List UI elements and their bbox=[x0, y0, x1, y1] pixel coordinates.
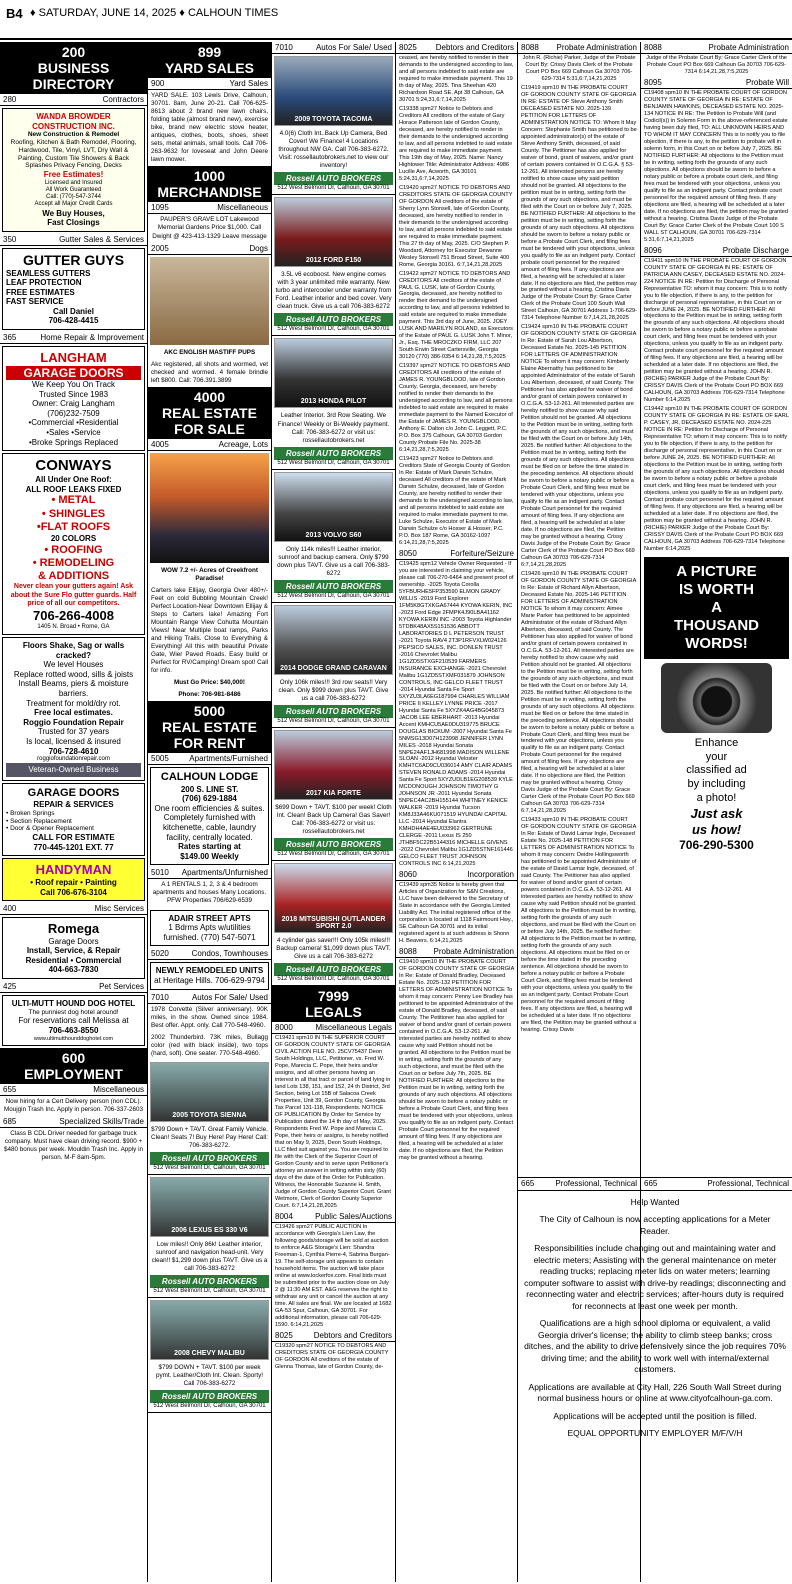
section-8096: 8096 Probate Discharge bbox=[641, 245, 792, 257]
rossell-address: 512 West Belmont Dr, Calhoun, GA 30701 bbox=[272, 460, 395, 470]
debtors-notice: C19420 spm27 NOTICE TO DEBTORS AND CREDITORS STATE OF GEORGIA COUNTY OF GORDON All creditors of the estate of Sherry Lynn Stonsell, late of Gordon County, deceased, are hereby notified to render in their demands to the undersigned according to law, and all persons indebted to said estate are required to make immediate payment. This 27 th day of May, 2025. C/O Stephen P. Woodard, Attorney for Executor Dewanne Wesley Stonsell 751 Broad Street, Suite 400 Rome, Georgia 30161. 6:7,14,21,28,2025 bbox=[399, 184, 513, 268]
garage-doors-ad: GARAGE DOORS REPAIR & SERVICES • Broken Springs • Section Replacement • Door & Opener Replacement CALL FOR ESTIMATE 770-445-1201 EXT. 77 bbox=[2, 783, 145, 856]
business-directory-heading: 200 BUSINESS DIRECTORY bbox=[0, 42, 147, 94]
rossell-logo: Rossell AUTO BROKERS bbox=[274, 447, 393, 460]
cdl-listing: Class B CDL Driver needed for garbage truck company. Must have clean driving record. $900 + $480 bonus per week. Mouldin Trash Inc. Apply in person. M-F 8am-5pm. bbox=[4, 1130, 143, 1162]
page-number: B4 bbox=[6, 6, 23, 21]
probate-notice: C19410 spm10 IN THE PROBATE COURT OF GORDON COUNTY STATE OF GEORGIA In Re: Estate of Donald Bradley, Deceased Estate No. 2025-132 PETITION FOR LETTERS OF ADMINISTRATION NOTICE To whom it may concern: Penny Lee Bradley has petitioned to be appointed Administrator of the estate of Donald Bradley, deceased, of said County. The Petitioner has also applied for waiver of bond and/or grant of certain powers contained in O.C.G.A. 53-12-261. All interested parties are hereby notified to show cause why said Petition should not be granted. All objections to the Petition must be in writing, setting forth the grounds of any such objections, and must be filed with the Court on or before July 7th, 2025. BE NOTIFIED FURTHER: All objections to the Petition must be in writing, setting forth the grounds of any such objections. All objections should be sworn to before a notary public or before a Probate Court Clerk, and filing fees must be tendered with your objections, unless you qualify to file as an indigent party. Contact Probate Court personnel for the required amount of filing fees. If any objections are filed, a hearing will be scheduled at a later date. If no objections are filed, the Petition may be granted without a hearing. bbox=[399, 959, 514, 1161]
misc-employment-listing: Now hiring for a Cert Delivery person (non CDL). Moujgin Trash Inc. Apply in person. 706-337-2603 bbox=[4, 1098, 143, 1114]
section-8095: 8095 Probate Will bbox=[641, 77, 792, 89]
superior-court-notice: C19421 spm10 IN THE SUPERIOR COURT OF GORDON COUNTY STATE OF GEORGIA CIVIL ACTION FILE NO. 25CV75437 Deon South Holdings, LLC, Petitioner, vs. Fred W. Pope, Marecia C. Pope, their heirs and/or assigns, and all other persons having an interest in all that tract or parcel of land lying in land Lots 138, 151, and 152, 24 th District, 3rd Section, being Lot 15B of Salacoa Creek Properties, Unit 39, Gordon County, Georgia. Tax Parcel 131-118, Respondents. NOTICE OF PUBLICATION By Order for Service by Publication dated the 14 th day of May, 2025. Respondents Fred W. Pope and Marecia C. Pope, their heirs or assigns, is hereby notified that on May 9, 2025, Deon South Holdings, LLC filed suit against you. You are required to file with the Clerk of the Superior Court of Gordon County and to serve upon Petitioner's attorney an answer in writing within sixty (60) days of the date of the Order for Publication. Witness, the Honorable Suzanne H. Smith, Judge of Gordon County Superior Court. Grant Wetmore, Clerk of Gordon County Superior Court. 6:7,14,21,28,2025 bbox=[275, 1035, 391, 1209]
wow-price: Must Go Price: $40,000! bbox=[173, 679, 246, 687]
corvette-listing: 1978 Corvette (Silver anniversary). 90K miles, in the show. Owned since 1984. Best offer. Appt. only. Call 770-548-4960. bbox=[151, 1005, 268, 1029]
rossell-address: 512 West Belmont Dr, Calhoun, GA 30701 bbox=[272, 718, 395, 728]
column-2 bbox=[148, 42, 272, 1582]
wow-listing: Carters lake Ellijay, Georgia Over 480+/- Feet on cold Bubbling Mountain Creek! Perfect Location-Near Downtown Ellijay & Steps to Carters lake! Amazing Fort Mountain Range View Cohutta Mountain Views! Near Multiple boat ramps, Parks and Hiking Trails. Close to Everything & Everything! All this with beautiful Private Gate, Wier Paved Roads. Easy build or Perfect for RV/Camping! Dream spot! Call for info. bbox=[151, 586, 268, 675]
kia-photo: 2017 KIA FORTE bbox=[274, 730, 393, 800]
probate-notice: C19419 spm10 IN THE PROBATE COURT OF GORDON COUNTY STATE OF GEORGIA IN RE: ESTATE OF Steve Anthony Smith DECEASED ESTATE NO. 2025-139 PETITION FOR LETTERS OF ADMINISTRATION NOTICE TO: Whom It May Concern: Stephanie Smith has petitioned to be appointed administrator(s) of the estate of Steve Anthony Smith, deceased, of said County. The Petitioner has also applied for waiver of bond, grant of waivers, and/or grant of certain powers contained in O.C.G.A. § 53-12-261. All interested persons are hereby notified to show cause why said petition should not be granted. All objections to the petition must be in writing, setting forth the grounds of any such objections, and must be filed with the Court on or before July 7, 2025. BE NOTIFIED FURTHER: All objections to the petition must be in writing, setting forth the grounds of any such objections. All objections should be sworn to before a notary public or before a Probate Court Clerk, and filing fees must be tendered with your objections, unless you qualify to file as an indigent party. Contact probate court personnel for the required amount of filing fees. If any objections are filed, a hearing will be scheduled at a later date. If no objections are filed, the petition may be granted without a hearing. Cristina Davis Judge of the Probate Court By: Grace Carter Clerk of the Probate Court 100 South Wall Street Calhoun, GA 30701 Address 1-706-629-7314 Telephone Number 6:7,14,21,28,2025 bbox=[521, 84, 637, 322]
rossell-address: 512 West Belmont Dr, Calhoun, GA 30701 bbox=[272, 185, 395, 195]
section-8088: 8088 Probate Administration bbox=[518, 42, 640, 54]
honda-listing: Leather Interior. 3rd Row Seating. We Finance! Weekly or Bi-Weekly payment. Call: 706-383-6272 or visit us: rossellautobrokers.net bbox=[277, 412, 390, 444]
tacoma-listing: 4.0(6) Cloth Int..Back Up Camera, Bed Cover! We Finance! 4 Locations throughout NW GA. Call 706-383-6272. Visit: rossellautobrokers.net to view our inventory! bbox=[278, 130, 389, 170]
section-900: 900 Yard Sales bbox=[148, 78, 271, 90]
roggio-foundation-ad: Floors Shake, Sag or walls cracked? We level Houses Replace rotted wood, sills & joists Install Beams, piers & moisture barriers. Treatment for mold/dry rot. Free local estimates. Roggio Foundation Repair Trusted for 37 years Is local, licensed & insured 706-728-4610 roggiofoundationrepair.com Veteran-Owned Business bbox=[2, 637, 145, 781]
probate-will-notice: C19408 spm10 IN THE PROBATE COURT OF GORDON COUNTY STATE OF GEORGIA IN RE: ESTATE OF BENJAMIN HAWKINS, DECEASED ESTATE NO. 2025-134 NOTICE IN RE: The Petition to Probate Will (and Codicil(s)) in Solemn Form in the above-referenced estate having been duly filed, TO: ALL UNKNOWN HEIRS AND TO WHOM IT MAY CONCERN This is to notify you to file objection, if there is any, to the petition to probate will in solemn form, in this Court on or before July 7, 2025. BE NOTIFIED FURTHER: All objections to the Petition must be in writing, setting forth the grounds of any such objections. All objections should be sworn to before a notary public or before a probate court clerk, and filing fees must be tendered with your objections, unless you qualify to file as an indigent party. Contact probate court personnel for the required amount of filing fees. If any objections are filed, a hearing will be scheduled at a later date. If no objections are filed, the petition may be granted without a hearing. Cristina Davis Judge of the Probate Court By: Grace Carter Clerk of the Probate Court 100 S WALL ST CALHOUN, GA 30701 706-629-7314 5:31,6:7,14,21,2025 bbox=[644, 89, 788, 243]
rossell-logo: Rossell AUTO BROKERS bbox=[274, 313, 393, 326]
malibu-photo: 2008 CHEVY MALIBU bbox=[150, 1300, 269, 1360]
page-header bbox=[0, 0, 792, 40]
section-7010: 7010 Autos For Sale/ Used bbox=[148, 992, 271, 1004]
rossell-logo: Rossell AUTO BROKERS bbox=[274, 963, 393, 976]
debtors-notice: ceased, are hereby notified to render in their demands to the undersigned according to law, and all persons indebted to said estate are required to make immediate payment. This 19 th day of May, 2025. Tina Sheehan 420 Richardson Road SE, Apt 38 Calhoun, GA 30701 5:24,31,6:7,14,2025 bbox=[399, 55, 514, 103]
employment-heading: 600 EMPLOYMENT bbox=[0, 1048, 147, 1084]
rossell-logo: Rossell AUTO BROKERS bbox=[150, 1390, 269, 1403]
picture-worth-banner: A PICTURE IS WORTH A THOUSAND WORDS! bbox=[644, 557, 789, 659]
section-365: 365 Home Repair & Improvement bbox=[0, 332, 147, 344]
sienna-photo: 2005 TOYOTA SIENNA bbox=[150, 1062, 269, 1122]
honda-pilot-photo: 2013 HONDA PILOT bbox=[274, 338, 393, 408]
f150-photo: 2012 FORD F150 bbox=[274, 197, 393, 267]
f150-listing: 3.5L v6 ecoboost. New engine comes with 3 year unlimited mile warranty. New turbo and intercooler under warranty from Ford. Leather interior and bed cover. Very clean truck. Give us a call 706-383-6272 bbox=[275, 271, 392, 311]
wanda-browder-ad: WANDA BROWDER CONSTRUCTION INC. New Construction & Remodel Roofing, Kitchen & Bath Remodel, Flooring, Hardwood, Tile, Vinyl, LVT, Dry Wall & Painting, Custom Tile Showers & Back Splashes Privacy Fencing, Decks Free Estimates! Licensed and Insured All Work Guaranteed Call: (770)-547-3744 Accept all Major Credit Cards We Buy Houses, Fast Closings bbox=[2, 108, 145, 232]
probate-discharge-notice: C19411 spm10 IN THE PROBATE COURT OF GORDON COUNTY STATE OF GEORGIA IN RE: ESTATE OF PATRICIA ANN CASEY, DECEASED ESTATE NO. 2024-224 NOTICE IN RE: Petition for Discharge of Personal Representative TO: whom it may concern: This is to notify you to file objection, if there is any, to the petition for discharge of personal representative, in this Court on or before JUNE 24, 2025. BE NOTIFIED FURTHER: All objections to the Petition must be in writing, setting forth the grounds of any such objections. All objections should be sworn to before a notary public or before a probate court clerk, and filing fees must be tendered with your objections, unless you qualify to file as an indigent party. Contact probate court personnel for the required amount of filing fees. If any objections are filed, a hearing will be scheduled at a later date. If no objections are filed, the petition may be granted without a hearing. JOHN R. (RICHIE) PARKER Judge of the Probate Court By: CRISSY DAVIS Clerk of the Probate Court PO BOX 669 CALHOUN, GA 30703 Address 706-629-7314 Telephone Number 6:14,2025 bbox=[644, 257, 788, 404]
volvo-photo: 2013 VOLVO S60 bbox=[274, 472, 393, 542]
caravan-photo: 2014 DODGE GRAND CARAVAN bbox=[274, 605, 393, 675]
debtors-notice: C19397 spm27 NOTICE TO DEBTORS AND CREDITORS All creditors of the estate of JAMES R. YOUNGBLOOD, late of Gordon County, Georgia, deceased, are hereby notified to render their demands to the undersigned according to law, and all persons indebted to said estate are required to make immediate payment to the Named Executor of the Estate of JAMES R. YOUNGBLOOD. Anthony E. Dalton c/o John C. Leggett, P.C. P.O. Box 375 Calhoun, GA 30703 Gordon County Probate File No. 2025-38 6:14,21,28,7:5,2025 bbox=[399, 363, 513, 454]
gutter-guys-ad: GUTTER GUYS SEAMLESS GUTTERS LEAF PROTECTION FREE ESTIMATES FAST SERVICE Call Daniel 706-428-4415 bbox=[2, 248, 145, 330]
section-685: 685 Specialized Skills/Trade bbox=[0, 1116, 147, 1128]
a1-rentals-listing: A 1 RENTALS 1, 2, 3 & 4 bedroom apartments and houses Many Locations. PFW Properties 706/629-6539 bbox=[152, 881, 267, 905]
rossell-logo: Rossell AUTO BROKERS bbox=[274, 705, 393, 718]
newly-remodeled-ad: NEWLY REMODELED UNITS at Heritage Hills. 706-629-9794 bbox=[150, 962, 269, 989]
section-425: 425 Pet Services bbox=[0, 981, 147, 993]
rossell-logo: Rossell AUTO BROKERS bbox=[150, 1275, 269, 1288]
mastiff-puppy-photo bbox=[150, 257, 269, 345]
rossell-address: 512 West Belmont Dr, Calhoun, GA 30701 bbox=[272, 851, 395, 861]
sienna-listing: $799 Down + TAVT. Great Family Vehicle. Clean! Seats 7! Buy Here! Pay Here! Call: 706-383-6272. bbox=[151, 1125, 268, 1149]
outlander-photo: 2018 MITSUBISHI OUTLANDER SPORT 2.0 bbox=[274, 863, 393, 933]
volvo-listing: Only 114k miles!!! Leather interior, sunroof and backup camera. Only $799 down plus TAVT. Give us a call 706-383-6272 bbox=[277, 545, 390, 577]
calhoun-lodge-ad: CALHOUN LODGE 200 S. LINE ST. (706) 629-1884 One room efficiencies & suites. Completely furnished with kitchenette, cable, laundry facility, centrally located. Rates starting at $149.00 Weekly bbox=[150, 767, 269, 865]
section-7010: 7010 Autos For Sale/ Used bbox=[272, 42, 395, 54]
debtors-notice: C19422 spm27 NOTICE TO DEBTORS AND CREDITORS All creditors of the estate of PAUL G. LUSK, late of Gordon County, Georgia, deceased, are hereby notified to render their demand to the undersigned according to law, and all persons indebted to said estate are required to make immediate payment. This 3rd day of June, 2025. JOEY LUSK AND MARILYN ROLAND, as Executors of the Estate of PAUL G. LUSK John T. Minor, Jr., Esq. THE MROCZKO FIRM, LLC 207 South Erwin Street Cartersville, Georgia 30120 (770) 386-0354 6:14,21,28,7:5,2025 bbox=[399, 270, 513, 361]
column-1 bbox=[0, 42, 148, 1582]
malibu-listing: $799 DOWN + TAVT. $100 per week pymt. Leather/Cloth Int. Clean. Sporty! Call 706-383-6272 bbox=[155, 1364, 264, 1388]
camera-icon bbox=[661, 663, 772, 733]
section-5020: 5020 Condos, Townhouses bbox=[148, 948, 271, 960]
lexus-listing: Low miles!! Only 86k! Leather interior, sunroof and navigation head-unit. Very clean!! $1,299 down plus TAVT. Give us a call 706-383-6272 bbox=[151, 1240, 268, 1273]
lexus-photo: 2006 LEXUS ES 330 V6 bbox=[150, 1177, 269, 1237]
caravan-listing: Only 106k miles!!! 3rd row seats!! Very clean. Only $999 down plus TAVT. Give us a call 706-383-6272 bbox=[278, 678, 389, 702]
langham-ad: LANGHAM GARAGE DOORS We Keep You On Track Trusted Since 1983 Owner: Craig Langham (706)232-7509 •Commercial •Residential •Sales •Service •Broke Springs Replaced bbox=[2, 346, 145, 451]
thunderbird-listing: 2002 Thunderbird. 73K miles, Bullagg color (red with black inside), two tops (hard, soft). One seater. 770-548-4960. bbox=[151, 1033, 268, 1057]
rossell-logo: Rossell AUTO BROKERS bbox=[150, 1152, 269, 1165]
akc-title: AKC ENGLISH MASTIFF PUPS bbox=[163, 348, 256, 356]
section-8004: 8004 Public Sales/Auctions bbox=[272, 1211, 395, 1223]
rossell-address: 512 West Belmont Dr, Calhoun, GA 30701 bbox=[148, 1288, 271, 1298]
conways-ad: CONWAYS All Under One Roof: ALL ROOF LEAKS FIXED • METAL • SHINGLES •FLAT ROOFS 20 COLORS • ROOFING • REMODELING & ADDITIONS Never clean your gutters again! Ask about the Sure Flo gutter guards. Half price of all our competitors. 706-266-4008 1405 N. Broad • Rome, GA bbox=[2, 453, 145, 635]
section-8000: 8000 Miscellaneous Legals bbox=[272, 1022, 395, 1034]
rossell-logo: Rossell AUTO BROKERS bbox=[274, 172, 393, 185]
kia-listing: $699 Down + TAVT. $100 per week! Cloth Int. Clean! Back Up Camera! Gas Saver! Call: 706-383-6272 or visit us: rossellautobrokers.net bbox=[275, 803, 392, 836]
forfeiture-notice: C19425 spm12 Vehicle Owner Requested - If you are interested in claiming your vehicle, please call 706-270-6464 and present proof of ownership. -2025 Toyota Corolla 5YFBURHE5FP353590 ELMON GRADY WILLIS -2019 Ford Explorer 1FM5K8GTXKGA67444 KYOWA KERIN, INC -2023 Ford Edge 2FMPK4J90LBA41162 KYOWA KERIN INC -2003 Toyota Highlander 5TDBK48AX5S151536 ABBOTT LABORATORIES D L PETERSON TRUST -2021 Toyota RAV4 2T3P1RFVXLW024126 PEPSICO SALES, INC. DONLEN TRUST -2016 Chevrolet Malibu 1G1ZD5STXGF210539 FARMERS INSURANCE EXCHANGE -2021 Chevrolet Malibu 1G1ZD5STXMF031879 JOHNSON CONTROLS, INC GELCO FLEET TRUST -2014 Hyundai Santa Fe Sport 5XYZU3LA6EG187994 CHARLES WILLIAM PRICE II KELLEY LYNNE PRICE -2017 Hyundai Santa Fe 5XYZK4AG4BG045873 JACOB LEE EBERHART -2013 Hyundai Accent KMHCU5AE0DU319775 BRUCE DOUGLAS BICKUM -2007 Hyundai Santa Fe 5NMSG13D07H123998 JENNIFER LYNN MILES -2018 Hyundai Sonata 5NPE24AF1JH681998 MADISON WILLENE SLOAN -2012 Hyundai Veloster KMHTC6AD9CU036014 AMY CLAIR ADAMS STEVEN RONALD ADAMS -2014 Hyundai Santa Fe Sport 5XYZUDLB1EG208539 KYLE MCDONOUGH JOHNSON TIMOTHY G JOHNSON JR -2011 Hyundai Sonata 5NPEC4AC2BH155144 WHITNEY KENICE WALKER -2019 Hyundai Tucson KM8J33A46KU071519 HYUNDAI CAPITAL LLC -2014 Hyundai Elantra KMHDH4AE4EU033962 GERTRUNE CLERGE -2011 Lexus IS 250 JTHBF5C22B5144316 MICHELLE GIVENS -2022 Chevrolet Malibu 1G1ZD5STNF161446 GELCO FLEET TRUST JOHNSON CONTROLS INC 6:14,21,2025 bbox=[399, 560, 514, 868]
section-280: 280 Contractors bbox=[0, 94, 147, 106]
handyman-ad: HANDYMAN • Roof repair • Painting Call 706-676-3104 bbox=[2, 858, 145, 901]
tacoma-photo: 2009 TOYOTA TACOMA bbox=[274, 56, 393, 126]
rossell-address: 512 West Belmont Dr, Calhoun, GA 30701 bbox=[272, 593, 395, 603]
page-date: ♦ SATURDAY, JUNE 14, 2025 ♦ CALHOUN TIMES bbox=[30, 7, 279, 19]
rossell-logo: Rossell AUTO BROKERS bbox=[274, 838, 393, 851]
ulti-mutt-ad: ULTI-MUTT HOUND DOG HOTEL The punniest dog hotel around! For reservations call Melissa at 706-463-8550 www.ultimutthounddoghotel.com bbox=[2, 995, 145, 1046]
probate-notice: C19426 spm10 IN THE PROBATE COURT OF GORDON COUNTY STATE OF GEORGIA In Re: Estate of Richard Allyn Albertson, Deceased Estate No. 2025-146 PETITION FOR LETTERS OF ADMINISTRATION NOTICE To whom it may concern: Aimee Marie Parker has petitioned to be appointed Administrator of the estate of Richard Allyn Albertson, deceased, of said County. The Petitioner has also applied for waiver of bond and/or grant of certain powers contained in O.C.G.A. 53-12-261. All interested parties are hereby notified to show cause why said Petition should not be granted. All objections to the Petition must be in writing, setting forth the grounds of any such objections, and must be filed with the Court on or before July 14, 2025. Be notified further: All objections to the Petition must be in writing, setting forth the grounds of any such objections. All objections must be filed on or before the time stated in the preceding sentence. All objections should be sworn to before a notary public or before a Probate Court Clerk, and filing fees must be tendered with your objections, unless you qualify to file as an indigent party. Contact Probate Court personnel for the required amount of filing fees. If any objections are filed, a hearing will be scheduled at a later date. If no objections are filed, the Petition may be granted without a hearing. Crissy Davis Judge of the Probate Court By: Grace Carter Clerk of the Probate Court PO Box 669 Calhoun GA 30703 706-629-7314 6:7,14,21,28,2025 bbox=[521, 570, 636, 815]
probate-notice: C19424 spm10 IN THE PROBATE COURT OF GORDON COUNTY STATE OF GEORGIA In Re: Estate of Sarah Lou Albertson, Deceased Estate No. 2025-145 PETITION FOR LETTERS OF ADMINISTRATION NOTICE To whom it may concern: Kimberly Elaine Abernathy has petitioned to be appointed Administrator of the estate of Sarah Lou Albertson, deceased, of said County. The Petitioner has also applied for waiver of bond and/or grant of certain powers contained in O.C.G.A. 53-12-261. All interested parties are hereby notified to show cause why said Petition should not be granted. All objections to the Petition must be in writing, setting forth the grounds of any such objections, and must be filed with the Court on or before July 14th, 2025. Be notified further: All objections to the Petition must be in writing, setting forth the grounds of any such objections. All objections must be filed on or before the time stated in the preceding sentence. All objections should be sworn to before a notary public or before a Probate Court Clerk, and filing fees must be tendered with your objections, unless you qualify to file as an indigent party. Contact Probate Court personnel for the required amount of filing fees. If any objections are filed, a hearing will be scheduled at a later date. If no objections are filed, the Petition may be granted without a hearing. Crissy Davis Judge of the Probate Court By: Grace Carter Clerk of the Probate Court PO Box 669 Calhoun GA 30703 706-629-7314 6:7,14,21,28,2025 bbox=[521, 324, 636, 568]
romega-ad: Romega Garage Doors Install, Service, & Repair Residential • Commercial 404-663-7830 bbox=[2, 917, 145, 979]
probate-notice: Judge of the Probate Court By: Grace Carter Clerk of the Probate Court PO Box 669 Calhoun Ga 30703 706-629-7314 6:14,21,28,7:5,2025 bbox=[646, 55, 787, 75]
yard-sales-heading: 899 YARD SALES bbox=[148, 42, 271, 78]
section-665-row: 665 Professional, Technical 665 Professional, Technical bbox=[518, 1177, 792, 1191]
debtors-notice: C19338 spm27 Notice to Debtors and Creditors All creditors of the estate of Gary Horace Patterson late of Gordon County, deceased, are hereby notified to render in their demands to the undersigned according to law, and all persons indebted to said estate are required to make immediate payment. This 19th day of May, 2025. Name: Nancy Hightower Title: Administrator Address: 4986 Lucille Ave, Acworth, GA 30101 5:24,31,6:7,14,2025 bbox=[399, 105, 513, 182]
section-2005: 2005 Dogs bbox=[148, 243, 271, 255]
rossell-logo: Rossell AUTO BROKERS bbox=[274, 580, 393, 593]
column-3 bbox=[272, 42, 396, 1582]
probate-discharge-notice: C19442 spm10 IN THE PROBATE COURT OF GORDON COUNTY STATE OF GEORGIA IN RE: ESTATE OF EARL P. CASEY, JR, DECEASED ESTATE NO. 2024-225 NOTICE IN RE: Petition for Discharge of Personal Representative TO: whom it may concern: This is to notify you to file objection, if there is any, to the petition for discharge of personal representative, in this Court on or before JUNE 24, 2025. BE NOTIFIED FURTHER: All objections to the Petition must be in writing, setting forth the grounds of any such objections. All objections should be sworn to before a notary public or before a probate court clerk, and filing fees must be tendered with your objections, unless you qualify to file as an indigent party. Contact probate court personnel for the required amount of filing fees. If any objections are filed, a hearing will be scheduled at a later date. If no objections are filed, the petition may be granted without a hearing. JOHN R. (RICHIE) PARKER Judge of the Probate Court By: CRISSY DAVIS Clerk of the Probate Court PO BOX 669 CALHOUN, GA 30703 Address 706-629-7314 Telephone Number 6:14,2025 bbox=[644, 406, 789, 552]
rossell-address: 512 West Belmont Dr, Calhoun, GA 30701 bbox=[272, 976, 395, 986]
section-4005: 4005 Acreage, Lots bbox=[148, 439, 271, 451]
wow-phone: Phone: 706-981-8486 bbox=[178, 691, 241, 699]
rossell-address: 512 West Belmont Dr, Calhoun, GA 30701 bbox=[148, 1403, 271, 1413]
merchandise-heading: 1000 MERCHANDISE bbox=[148, 166, 271, 202]
section-8025: 8025 Debtors and Creditors bbox=[396, 42, 517, 54]
paupers-grave-listing: PAUPER'S GRAVE LOT Lakewood Memorial Gardens Price $1,000. Call Dwight @ 423-413-1329 Leave message bbox=[152, 216, 267, 240]
column-6 bbox=[641, 42, 792, 1177]
real-estate-rent-heading: 5000 REAL ESTATE FOR RENT bbox=[148, 701, 271, 753]
section-8025: 8025 Debtors and Creditors bbox=[272, 1330, 395, 1342]
section-350: 350 Gutter Sales & Services bbox=[0, 234, 147, 246]
section-5010: 5010 Apartments/Unfurnished bbox=[148, 867, 271, 879]
rossell-address: 512 West Belmont Dr, Calhoun, GA 30701 bbox=[272, 326, 395, 336]
section-5005: 5005 Apartments/Furnished bbox=[148, 753, 271, 765]
legals-heading: 7999 LEGALS bbox=[272, 986, 395, 1022]
debtors-notice: C19320 spm27 NOTICE TO DEBTORS AND CREDITORS STATE OF GEORGIA COUNTY OF GORDON All creditors of the estate of Glenna Thomas, late of Gordon County, de- bbox=[275, 1342, 389, 1370]
wow-title: WOW 7.2 +/- Acres of Creekfront Paradise! bbox=[161, 566, 258, 582]
section-1095: 1095 Miscellaneous bbox=[148, 202, 271, 214]
section-8060: 8060 Incorporation bbox=[396, 869, 517, 881]
debtors-notice: C19423 spm27 Notice to Debtors and Creditors State of Georgia County of Gordon In Re: Estate of Mark Darwin Schulze, deceased All creditors of the estate of Mark Darwin Schulze, deceased, late of Gordon County, are hereby notified to render their demands to the undersigned according to law, and all persons indebted to said estate are required to make immediate payment to me. Luke Schulze, Executor of Estate of Mark Darwin Schulze c/o Hosser & Hosser, P.C. P.O. Box 187 Rome, GA 30162-1097 6:14,21,28,7:5,2025 bbox=[399, 456, 514, 546]
yard-sale-listing: YARD SALE. 103 Lewis Drive, Calhoun, 30701. 8am, June 20-21. Call 706-625-8613 about 2 brand new lawn chairs, folding table (almost brand new), exercise bike, brand new electric stove heater, antiques, clothes, boots, shoes, sheet sets, metal animals, small tools. Call 706-263-9632 for loveseat and John Deere lawn mower. bbox=[151, 92, 268, 164]
rossell-address: 512 West Belmont Dr, Calhoun, GA 30701 bbox=[148, 1165, 271, 1175]
help-wanted-ad: Help Wanted The City of Calhoun is now accepting applications for a Meter Reader. Responsibilities include changing out and maintaining water and electric meters; Assisting with the general maintenance on meter reading trucks; replacing meter lids on water meters; learning computer software to assist with drive-by readings; disconnecting and reconnecting water and electric services; after-hours duty is required for reconnects at least one week per month. Qualifications are a high school diploma or equivalent, a valid Georgia driver's license; the ability to climb steep banks; cross ditches, and the ability to drive defensively since the job requires 70% driving time; and the ability to work well with internal/external customers. Applications are available at City Hall, 226 South Wall Street during normal business hours or online at www.cityofcalhoun-ga.com. Applications will be accepted until the position is filled. EQUAL OPPORTUNITY EMPLOYER M/F/V/H bbox=[524, 1197, 786, 1438]
column-4 bbox=[396, 42, 518, 1582]
help-wanted-title: Help Wanted bbox=[630, 1197, 680, 1207]
outlander-listing: 4 cylinder gas saver!!! Only 105k miles!!! Backup camera! $1,099 down plus TAVT. Give us a call 706-383-6272 bbox=[276, 937, 391, 961]
probate-notice: C19433 spm10 IN THE PROBATE COURT OF GORDON COUNTY STATE OF GEORGIA In Re: Estate of David Lamar Ingle, Deceased Estate No. 2025-148 PETITION FOR LETTERS OF ADMINISTRATION NOTICE To whom it may concern: Deidre Hollingsworth has petitioned to be appointed Administrator of the estate of David Lamar Ingle, deceased, of said County. The Petitioner has also applied for waiver of bond and/or grant of certain powers contained in O.C.G.A. 53-12-261. All interested parties are hereby notified to show cause why said Petition should not be granted. All objections to the Petition must be in writing, setting forth the grounds of any such objections, and must be filed with the Court on or before July 14th, 2025. Be notified further: All objections to the Petition must be in writing, setting forth the grounds of any such objections. All objections must be filed on or before the time stated in the preceding sentence. All objections should be sworn to before a notary public or before a Probate Court Clerk, and filing fees must be tendered with your objections, unless you qualify to file as an indigent party. Contact Probate Court personnel for the required amount of filing fees. If any objections are filed, a hearing will be scheduled at a later date. If no objections are filed, the Petition may be granted without a hearing. Crissy Davis bbox=[521, 817, 637, 1033]
section-8050: 8050 Forfeiture/Seizure bbox=[396, 548, 517, 560]
real-estate-sale-heading: 4000 REAL ESTATE FOR SALE bbox=[148, 387, 271, 439]
enhance-ad: Enhance your classified ad by including a photo! Just ask us how! 706-290-5300 bbox=[679, 736, 754, 853]
public-auction-notice: C19426 spm27 PUBLIC AUCTION In accordance with Georgia's Lien Law, the following goods/storage will be sold at auction to enforce A&G Storage's Lien: Shandra Freeman-1, Cynthia Pierre-4, Sabrina Burgan-19. The self-storage unit appears to contain household items. The auction will take place online at www.lockerfox.com. Final bids must be submitted prior to the auction close on July 2 @ 11:30 AM EST. A&G reserves the right to withdraw any unit or cancel the auction at any time. All sales are final. We are located at 1682 GA-53 Spur, Calhoun, GA 30701. For additional information, please call 706-629-1590. 6:14,21,2025 bbox=[275, 1223, 392, 1328]
creek-sunset-photo bbox=[150, 453, 269, 563]
adair-street-ad: ADAIR STREET APTS 1 Bdrms Apts w/utilities furnished. (770) 547-5071 bbox=[150, 910, 269, 947]
incorporation-notice: C19439 spm35 Notice is hereby given that Articles of Organization for S&N Creations, LLC have been delivered to the Secretary of State in accordance with the Georgia Limited Liability Act. The initial registered office of the corporation is located at 1118 Fairmount Hwy., SE Calhoun GA 30701 and its initial registered agent is at such address is Shonn H. Beavers. 6:14,21,2025 bbox=[399, 882, 514, 945]
akc-listing: Akc registered, all shots and wormed, vet checked and wormed. 4 female brindle left $800. Call: 706.391.3899 bbox=[151, 360, 268, 384]
section-8088: 8088 Probate Administration bbox=[641, 42, 792, 54]
section-8088: 8088 Probate Administration bbox=[396, 946, 517, 958]
section-400: 400 Misc Services bbox=[0, 903, 147, 915]
section-655: 655 Miscellaneous bbox=[0, 1084, 147, 1096]
probate-notice: John R. (Richie) Parker, Judge of the Probate Court By: Crissy Davis Clerk of the Probate Court PO Box 669 Calhoun Ga 30703 706-629-7314 5:31,6:7,14,21,2025 bbox=[522, 55, 636, 82]
